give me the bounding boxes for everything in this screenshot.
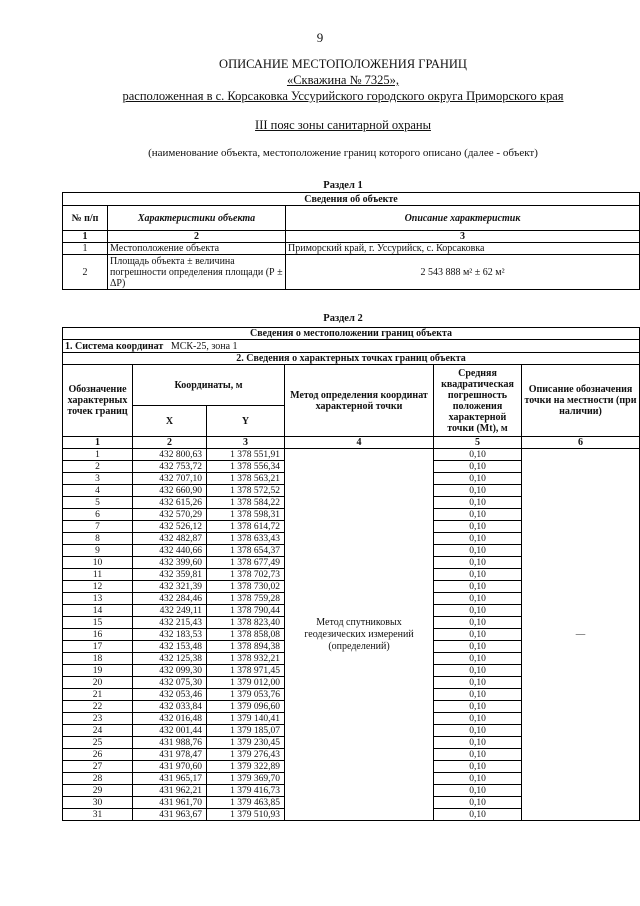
coord-x: 432 359,81	[133, 569, 207, 581]
point-number: 12	[63, 581, 133, 593]
col-header-description: Описание характеристик	[286, 206, 640, 231]
row-number: 1	[63, 243, 108, 255]
error-value: 0,10	[434, 485, 522, 497]
boundary-points-table	[62, 327, 640, 821]
error-value: 0,10	[434, 665, 522, 677]
method-cell: Метод спутниковых геодезических измерений (определений)	[285, 449, 434, 821]
error-value: 0,10	[434, 773, 522, 785]
coord-x: 432 053,46	[133, 689, 207, 701]
point-number: 31	[63, 809, 133, 821]
error-value: 0,10	[434, 749, 522, 761]
point-number: 17	[63, 641, 133, 653]
point-number: 5	[63, 497, 133, 509]
col-header-error: Средняя квадратическая погрешность положения характерной точки (Mt), м	[434, 365, 522, 437]
coord-x: 432 482,87	[133, 533, 207, 545]
characteristic-cell: Местоположение объекта	[108, 243, 286, 255]
point-number: 2	[63, 461, 133, 473]
error-value: 0,10	[434, 521, 522, 533]
coord-x: 432 249,11	[133, 605, 207, 617]
coord-y: 1 378 759,28	[207, 593, 285, 605]
col-header-point: Обозначение характерных точек границ	[63, 365, 133, 437]
coord-y: 1 378 730,02	[207, 581, 285, 593]
coord-y: 1 378 702,73	[207, 569, 285, 581]
coord-x: 432 284,46	[133, 593, 207, 605]
error-value: 0,10	[434, 809, 522, 821]
point-number: 30	[63, 797, 133, 809]
coord-y: 1 378 894,38	[207, 641, 285, 653]
coord-y: 1 379 463,85	[207, 797, 285, 809]
object-info-table	[62, 192, 640, 290]
coord-x: 431 970,60	[133, 761, 207, 773]
col-header-no: № п/п	[63, 206, 108, 231]
col-index: 3	[207, 437, 285, 449]
zone-title: III пояс зоны санитарной охраны	[255, 118, 431, 132]
coord-y: 1 378 932,21	[207, 653, 285, 665]
coordinate-system-row	[63, 340, 640, 353]
col-index: 1	[63, 231, 108, 243]
coord-y: 1 379 012,00	[207, 677, 285, 689]
point-number: 23	[63, 713, 133, 725]
section1-label: Раздел 1	[323, 180, 363, 191]
object-name: «Скважина № 7325»,	[286, 73, 400, 87]
coord-y: 1 378 556,34	[207, 461, 285, 473]
coord-y: 1 378 598,31	[207, 509, 285, 521]
coord-x: 431 965,17	[133, 773, 207, 785]
col-header-x: X	[133, 406, 207, 437]
error-value: 0,10	[434, 737, 522, 749]
point-number: 19	[63, 665, 133, 677]
error-value: 0,10	[434, 497, 522, 509]
coord-x: 431 978,47	[133, 749, 207, 761]
point-number: 20	[63, 677, 133, 689]
error-value: 0,10	[434, 509, 522, 521]
coord-x: 432 183,53	[133, 629, 207, 641]
coord-y: 1 379 140,41	[207, 713, 285, 725]
point-number: 15	[63, 617, 133, 629]
coord-y: 1 379 230,45	[207, 737, 285, 749]
point-number: 9	[63, 545, 133, 557]
points-heading: 2. Сведения о характерных точках границ объекта	[63, 353, 640, 365]
col-header-point-description: Описание обозначения точки на местности (при наличии)	[522, 365, 640, 437]
coord-y: 1 379 416,73	[207, 785, 285, 797]
coord-y: 1 378 633,43	[207, 533, 285, 545]
col-index: 2	[108, 231, 286, 243]
coord-y: 1 378 971,45	[207, 665, 285, 677]
error-value: 0,10	[434, 713, 522, 725]
coord-y: 1 379 276,43	[207, 749, 285, 761]
point-number: 13	[63, 593, 133, 605]
coord-x: 432 033,84	[133, 701, 207, 713]
row-number: 2	[63, 255, 108, 290]
point-description-cell: —	[522, 449, 640, 821]
section2-label: Раздел 2	[323, 313, 363, 324]
error-value: 0,10	[434, 701, 522, 713]
point-number: 22	[63, 701, 133, 713]
coord-y: 1 378 551,91	[207, 449, 285, 461]
coord-x: 431 962,21	[133, 785, 207, 797]
col-header-coords: Координаты, м	[133, 365, 285, 406]
col-index: 3	[286, 231, 640, 243]
coord-x: 432 215,43	[133, 617, 207, 629]
point-number: 10	[63, 557, 133, 569]
col-index: 2	[133, 437, 207, 449]
col-index: 4	[285, 437, 434, 449]
point-number: 25	[63, 737, 133, 749]
coord-x: 431 963,67	[133, 809, 207, 821]
error-value: 0,10	[434, 725, 522, 737]
coord-x: 432 099,30	[133, 665, 207, 677]
error-value: 0,10	[434, 593, 522, 605]
point-number: 1	[63, 449, 133, 461]
point-number: 27	[63, 761, 133, 773]
document-title: ОПИСАНИЕ МЕСТОПОЛОЖЕНИЯ ГРАНИЦ	[219, 57, 467, 71]
coord-y: 1 378 823,40	[207, 617, 285, 629]
coord-x: 432 707,10	[133, 473, 207, 485]
col-index: 1	[63, 437, 133, 449]
coord-y: 1 379 053,76	[207, 689, 285, 701]
error-value: 0,10	[434, 473, 522, 485]
point-number: 6	[63, 509, 133, 521]
coord-y: 1 379 096,60	[207, 701, 285, 713]
coord-y: 1 378 614,72	[207, 521, 285, 533]
error-value: 0,10	[434, 797, 522, 809]
coordinate-system-label: 1. Система координат	[65, 340, 164, 352]
object-location: расположенная в с. Корсаковка Уссурийского городского округа Приморского края	[122, 89, 564, 103]
coord-y: 1 379 185,07	[207, 725, 285, 737]
coord-y: 1 378 563,21	[207, 473, 285, 485]
coord-y: 1 379 322,89	[207, 761, 285, 773]
point-number: 29	[63, 785, 133, 797]
col-header-characteristic: Характеристики объекта	[108, 206, 286, 231]
coord-x: 431 961,70	[133, 797, 207, 809]
point-number: 28	[63, 773, 133, 785]
page-number: 9	[316, 30, 324, 45]
coord-x: 432 440,66	[133, 545, 207, 557]
error-value: 0,10	[434, 677, 522, 689]
coord-x: 432 125,38	[133, 653, 207, 665]
error-value: 0,10	[434, 629, 522, 641]
coord-x: 432 001,44	[133, 725, 207, 737]
coord-x: 432 526,12	[133, 521, 207, 533]
coordinate-system-value: МСК-25, зона 1	[170, 340, 238, 352]
error-value: 0,10	[434, 761, 522, 773]
table-row	[63, 449, 640, 461]
error-value: 0,10	[434, 449, 522, 461]
error-value: 0,10	[434, 653, 522, 665]
coord-x: 432 570,29	[133, 509, 207, 521]
point-number: 21	[63, 689, 133, 701]
coord-x: 432 615,26	[133, 497, 207, 509]
description-cell: 2 543 888 м² ± 62 м²	[286, 255, 640, 290]
col-header-method: Метод определения координат характерной точки	[285, 365, 434, 437]
point-number: 8	[63, 533, 133, 545]
section2-heading: Сведения о местоположении границ объекта	[63, 328, 640, 340]
coord-y: 1 378 572,52	[207, 485, 285, 497]
coord-x: 432 016,48	[133, 713, 207, 725]
characteristic-cell: Площадь объекта ± величина погрешности определения площади (Р ± ΔР)	[108, 255, 286, 290]
error-value: 0,10	[434, 533, 522, 545]
coord-x: 432 800,63	[133, 449, 207, 461]
error-value: 0,10	[434, 641, 522, 653]
object-note: (наименование объекта, местоположение границ которого описано (далее - объект)	[148, 147, 538, 159]
section1-heading: Сведения об объекте	[63, 193, 640, 206]
error-value: 0,10	[434, 581, 522, 593]
col-index: 6	[522, 437, 640, 449]
col-index: 5	[434, 437, 522, 449]
point-number: 14	[63, 605, 133, 617]
error-value: 0,10	[434, 785, 522, 797]
point-number: 18	[63, 653, 133, 665]
coord-y: 1 378 584,22	[207, 497, 285, 509]
point-number: 26	[63, 749, 133, 761]
coord-y: 1 379 510,93	[207, 809, 285, 821]
error-value: 0,10	[434, 605, 522, 617]
point-number: 4	[63, 485, 133, 497]
coord-x: 432 399,60	[133, 557, 207, 569]
error-value: 0,10	[434, 545, 522, 557]
point-number: 11	[63, 569, 133, 581]
point-number: 3	[63, 473, 133, 485]
coord-x: 432 753,72	[133, 461, 207, 473]
point-number: 24	[63, 725, 133, 737]
error-value: 0,10	[434, 617, 522, 629]
col-header-y: Y	[207, 406, 285, 437]
coord-y: 1 378 790,44	[207, 605, 285, 617]
coord-x: 432 153,48	[133, 641, 207, 653]
description-cell: Приморский край, г. Уссурийск, с. Корсаковка	[286, 243, 640, 255]
point-number: 16	[63, 629, 133, 641]
coord-y: 1 378 677,49	[207, 557, 285, 569]
coord-x: 431 988,76	[133, 737, 207, 749]
point-number: 7	[63, 521, 133, 533]
error-value: 0,10	[434, 557, 522, 569]
coord-x: 432 321,39	[133, 581, 207, 593]
coord-y: 1 378 654,37	[207, 545, 285, 557]
coord-x: 432 660,90	[133, 485, 207, 497]
error-value: 0,10	[434, 461, 522, 473]
coord-y: 1 378 858,08	[207, 629, 285, 641]
coord-y: 1 379 369,70	[207, 773, 285, 785]
error-value: 0,10	[434, 689, 522, 701]
error-value: 0,10	[434, 569, 522, 581]
coord-x: 432 075,30	[133, 677, 207, 689]
